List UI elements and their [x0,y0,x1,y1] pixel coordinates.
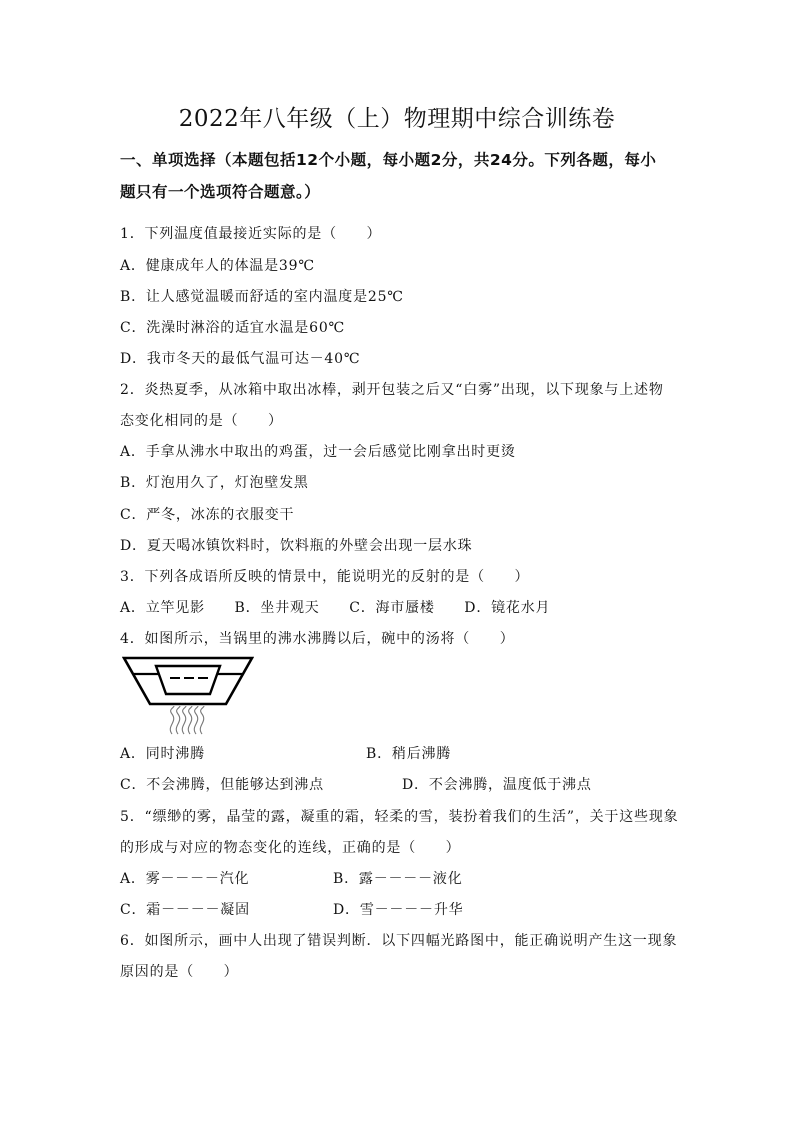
page-title: 2022年八年级（上）物理期中综合训练卷 [178,106,616,132]
q5-stem-line-1: 5．“缥缈的雾，晶莹的露，凝重的霜，轻柔的雪，装扮着我们的生活”，关于这些现象 [120,809,679,825]
q4-stem: 4．如图所示，当锅里的沸水沸腾以后，碗中的汤将（ ） [120,631,515,647]
q1-option-a: A．健康成年人的体温是39℃ [120,258,315,274]
flame-icon [170,706,204,734]
q1-option-b: B．让人感觉温暖而舒适的室内温度是25℃ [120,289,404,305]
q5-option-a: A．雾－－－－汽化 [120,871,250,887]
pot-and-bowl-figure [122,654,254,736]
section-heading-line-1: 一、单项选择（本题包括12个小题，每小题2分，共24分。下列各题，每小 [120,151,657,169]
q4-option-d: D．不会沸腾，温度低于沸点 [402,777,592,793]
q5-stem-line-2: 的形成与对应的物态变化的连线，正确的是（ ） [120,840,461,856]
q5-option-b: B．露－－－－液化 [333,871,463,887]
q2-option-c: C．严冬，冰冻的衣服变干 [120,507,295,523]
q2-stem-line-2: 态变化相同的是（ ） [120,413,283,429]
q2-stem-line-1: 2．炎热夏季，从冰箱中取出冰棒，剥开包装之后又“白雾”出现，以下现象与上述物 [120,382,664,398]
q2-option-d: D．夏天喝冰镇饮料时，饮料瓶的外壁会出现一层水珠 [120,538,473,554]
q4-option-c: C．不会沸腾，但能够达到沸点 [120,777,324,793]
section-heading-line-2: 题只有一个选项符合题意。） [120,183,321,201]
q2-option-a: A．手拿从沸水中取出的鸡蛋，过一会后感觉比刚拿出时更烫 [120,444,516,460]
q2-option-b: B．灯泡用久了，灯泡壁发黑 [120,475,309,491]
bowl-outline [156,666,220,694]
q6-stem-line-2: 原因的是（ ） [120,964,239,980]
q1-stem: 1．下列温度值最接近实际的是（ ） [120,226,382,242]
q3-stem: 3．下列各成语所反映的情景中，能说明光的反射的是（ ） [120,569,530,585]
q1-option-d: D．我市冬天的最低气温可达－40℃ [120,351,361,367]
q5-option-c: C．霜－－－－凝固 [120,902,250,918]
q6-stem-line-1: 6．如图所示，画中人出现了错误判断．以下四幅光路图中，能正确说明产生这一现象 [120,933,678,949]
q4-option-b: B．稍后沸腾 [366,746,452,762]
q3-options: A．立竿见影 B．坐井观天 C．海市蜃楼 D．镜花水月 [120,600,551,616]
q5-option-d: D．雪－－－－升华 [333,902,464,918]
q4-option-a: A．同时沸腾 [120,746,205,762]
q1-option-c: C．洗澡时淋浴的适宜水温是60℃ [120,320,345,336]
